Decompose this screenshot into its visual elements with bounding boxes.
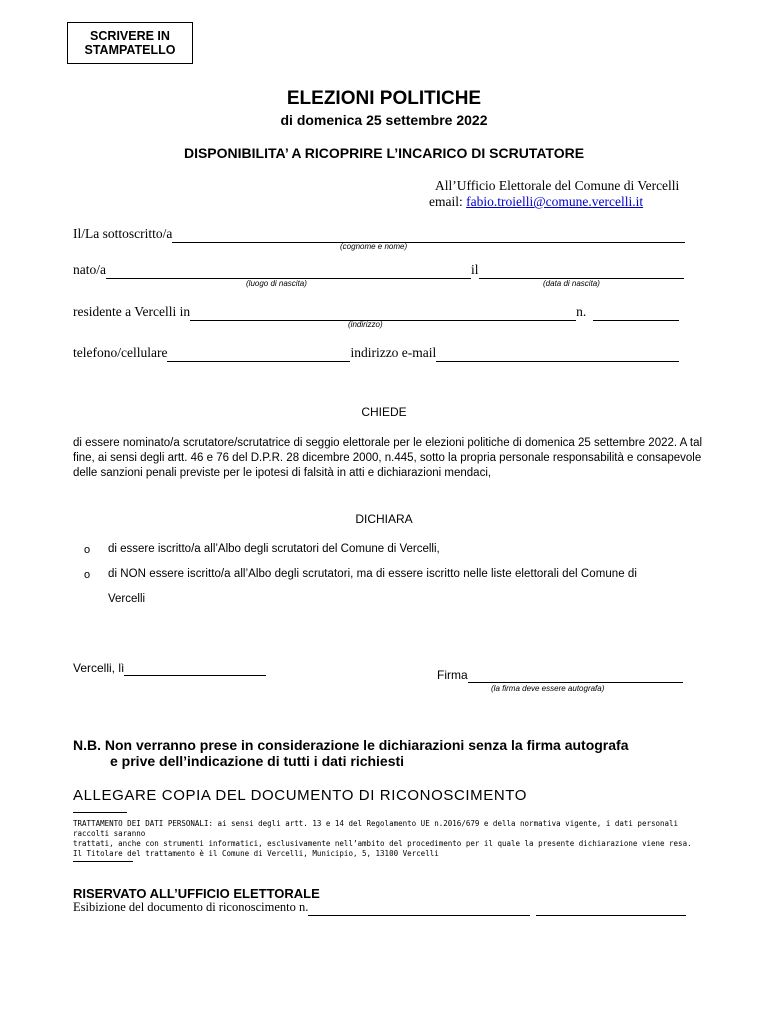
document-title: ELEZIONI POLITICHE <box>286 88 482 109</box>
privacy-notice <box>73 819 713 859</box>
resident-label: residente a Vercelli in <box>73 304 191 319</box>
birthdate-hint: (data di nascita) <box>543 279 600 288</box>
document-heading: DISPONIBILITA’ A RICOPRIRE L’INCARICO DI SCRUTATORE <box>183 145 585 161</box>
address-field[interactable] <box>190 304 576 321</box>
privacy-line-2: trattati, anche con strumenti informatici, esclusivamente nell’ambito del procedimento per il quale la presente dichiarazione viene resa. <box>73 839 692 848</box>
phone-field[interactable] <box>167 345 350 362</box>
undersigned-label: Il/La sottoscritto/a <box>73 226 173 241</box>
email-label: email: <box>429 194 463 209</box>
email-link[interactable]: fabio.troielli@comune.vercelli.it <box>466 194 644 209</box>
email-field-label: indirizzo e-mail <box>350 345 437 360</box>
email-field[interactable] <box>436 345 679 362</box>
recipient-office: All’Ufficio Elettorale del Comune di Vercelli <box>435 178 680 193</box>
signature-field[interactable] <box>468 668 683 683</box>
nb-note-line-1: N.B. Non verranno prese in considerazione le dichiarazioni senza la firma autografa <box>73 737 629 753</box>
sign-label: Firma <box>437 668 468 682</box>
born-label: nato/a <box>73 262 106 277</box>
birth-row <box>73 262 684 279</box>
place-date-field[interactable] <box>124 661 266 676</box>
date-label: il <box>471 262 479 277</box>
chiede-text: di essere nominato/a scrutatore/scrutatrice di seggio elettorale per le elezioni politiche di domenica 25 settembre 2022. A tal fine, ai sensi degli artt. 46 e 76 del D.P.R. 28 dicembre 2000, n.445, sotto la propria personale responsabilità e consapevole delle sanzioni penali previste per le ipotesi di falsità in atti e dichiarazioni mendaci, <box>73 437 703 479</box>
document-extra-field[interactable] <box>536 900 686 916</box>
place-label: Vercelli, lì <box>73 661 125 675</box>
phone-label: telefono/cellulare <box>73 345 168 360</box>
house-number-field[interactable] <box>593 304 679 321</box>
undersigned-field[interactable] <box>172 226 685 243</box>
privacy-line-1: TRATTAMENTO DEI DATI PERSONALI: ai sensi degli artt. 13 e 14 del Regolamento UE n.2016/679 e della normativa vigente, i dati personali raccolti saranno <box>73 819 679 838</box>
stamp-line-1: SCRIVERE IN <box>90 29 170 43</box>
birthdate-field[interactable] <box>479 262 684 279</box>
document-subtitle: di domenica 25 settembre 2022 <box>280 112 488 128</box>
reserved-title: RISERVATO ALL’UFFICIO ELETTORALE <box>73 886 320 901</box>
option-2-text-cont: Vercelli <box>108 593 146 605</box>
stamp-instruction-box <box>67 22 193 64</box>
divider-short <box>73 812 127 813</box>
birthplace-hint: (luogo di nascita) <box>246 279 307 288</box>
privacy-line-3: Il Titolare del trattamento è il Comune di Vercelli, Municipio, 5, 13100 Vercelli <box>73 849 439 858</box>
number-label: n. <box>576 304 587 319</box>
exhibit-label: Esibizione del documento di riconoscimento n. <box>73 900 309 914</box>
divider-short-2 <box>73 861 133 862</box>
exhibit-row <box>73 900 686 916</box>
document-number-field[interactable] <box>308 900 530 916</box>
option-1-checkbox[interactable]: o <box>84 544 91 556</box>
undersigned-row <box>73 226 685 243</box>
chiede-label: CHIEDE <box>361 405 407 419</box>
dichiara-label: DICHIARA <box>355 512 413 526</box>
stamp-line-2: STAMPATELLO <box>84 43 176 57</box>
place-date-row <box>73 661 266 676</box>
nb-note-line-2: e prive dell’indicazione di tutti i dati richiesti <box>110 753 405 769</box>
birthplace-field[interactable] <box>106 262 471 279</box>
signature-hint: (la firma deve essere autografa) <box>491 684 605 693</box>
option-1-text: di essere iscritto/a all’Albo degli scrutatori del Comune di Vercelli, <box>108 543 440 555</box>
residence-row <box>73 304 679 321</box>
recipient-email <box>429 194 643 210</box>
contact-row <box>73 345 679 362</box>
address-hint: (indirizzo) <box>348 320 383 329</box>
undersigned-hint: (cognome e nome) <box>340 242 408 251</box>
option-2-text: di NON essere iscritto/a all’Albo degli scrutatori, ma di essere iscritto nelle liste elettorali del Comune di <box>108 568 637 580</box>
option-2-checkbox[interactable]: o <box>84 569 91 581</box>
signature-row <box>437 668 683 683</box>
attach-document-notice: ALLEGARE COPIA DEL DOCUMENTO DI RICONOSCIMENTO <box>73 787 528 804</box>
